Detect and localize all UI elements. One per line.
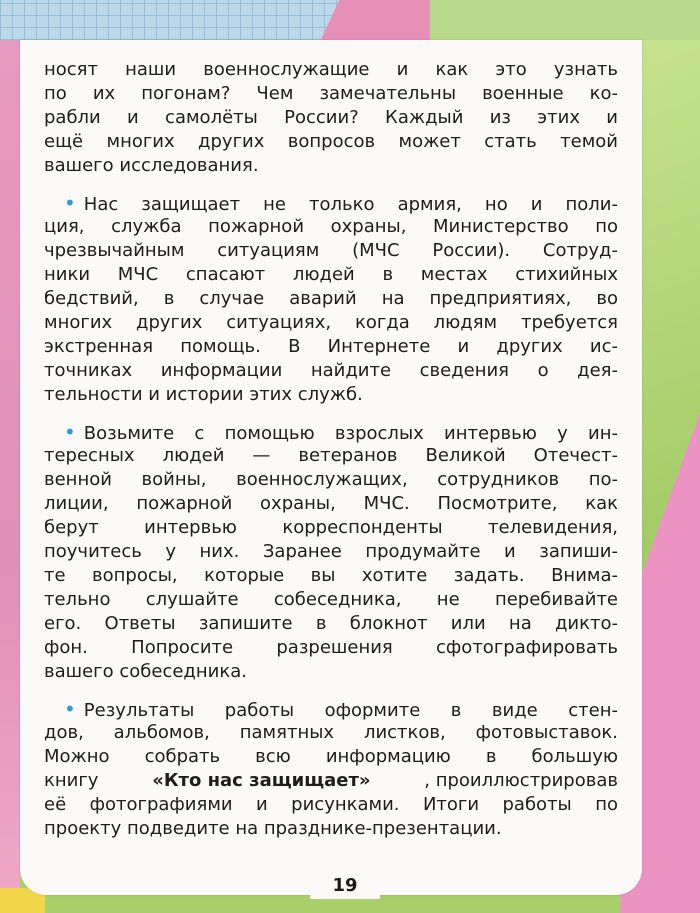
- text-line: ещё многих других вопросов может стать темой: [44, 131, 618, 152]
- text-line: проекту подведите на празднике-презентации.: [44, 818, 502, 839]
- bullet-icon: •: [64, 191, 76, 215]
- background-green-band: [430, 0, 700, 40]
- text-line: носят наши военнослужащие и как это узнать: [44, 59, 618, 80]
- text-line: фон. Попросите разрешения сфотографировать: [44, 637, 618, 658]
- paragraph-protection-services: [44, 191, 618, 407]
- textbook-page: [20, 40, 642, 895]
- text-line: вашего исследования.: [44, 155, 259, 176]
- text-line: его. Ответы запишите в блокнот или на дикто-: [44, 613, 618, 634]
- bullet-icon: •: [64, 420, 76, 444]
- text-fragment: , проиллюстрировав: [424, 770, 618, 791]
- text-line: ция, служба пожарной охраны, Министерство по: [44, 216, 618, 237]
- text-line: дов, альбомов, памятных листков, фотовыставок.: [44, 722, 618, 743]
- text-line-first: [44, 420, 618, 444]
- text-line: вашего собеседника.: [44, 661, 247, 682]
- text-line: венной войны, военнослужащих, сотрудников по-: [44, 469, 618, 490]
- paragraph-results: [44, 697, 618, 841]
- text-line: тересных людей — ветеранов Великой Отечест-: [44, 445, 618, 466]
- text-line-first: [44, 697, 618, 721]
- text-line: тельно слушайте собеседника, не перебивайте: [44, 589, 618, 610]
- text-line: те вопросы, которые вы хотите задать. Внима-: [44, 565, 618, 586]
- text-line: её фотографиями и рисунками. Итоги работы по: [44, 794, 618, 815]
- paragraph-intro-continuation: [44, 58, 618, 178]
- text-line: Нас защищает не только армия, но и поли-: [83, 194, 618, 215]
- text-line: берут интервью корреспонденты телевидения,: [44, 517, 618, 538]
- text-line: по их погонам? Чем замечательны военные ко-: [44, 83, 618, 104]
- text-line: точниках информации найдите сведения о дея-: [44, 360, 618, 381]
- text-line: экстренная помощь. В Интернете и других ис-: [44, 336, 618, 357]
- text-line-with-title: [44, 769, 618, 793]
- book-title: «Кто нас защищает»: [152, 770, 371, 791]
- page-text: [44, 58, 618, 841]
- text-line: ники МЧС спасают людей в местах стихийных: [44, 264, 618, 285]
- paragraph-interview: [44, 420, 618, 684]
- bullet-icon: •: [64, 697, 76, 721]
- text-line: Результаты работы оформите в виде стен-: [83, 700, 618, 721]
- background-left-pink-strip: [0, 40, 20, 913]
- text-line: тельности и истории этих служб.: [44, 384, 363, 405]
- text-line: многих других ситуациях, когда людям требуется: [44, 312, 618, 333]
- text-line: поучитесь у них. Заранее продумайте и запиши-: [44, 541, 618, 562]
- text-fragment: книгу: [44, 770, 99, 791]
- text-line: Возьмите с помощью взрослых интервью у ин-: [83, 423, 618, 444]
- text-line: рабли и самолёты России? Каждый из этих и: [44, 107, 618, 128]
- text-line: лиции, пожарной охраны, МЧС. Посмотрите, как: [44, 493, 618, 514]
- text-line: чрезвычайным ситуациям (МЧС России). Сотруд-: [44, 240, 618, 261]
- text-line-first: [44, 191, 618, 215]
- text-line: бедствий, в случае аварий на предприятиях, во: [44, 288, 618, 309]
- page-number: 19: [310, 869, 380, 899]
- text-line: Можно собрать всю информацию в большую: [44, 746, 618, 767]
